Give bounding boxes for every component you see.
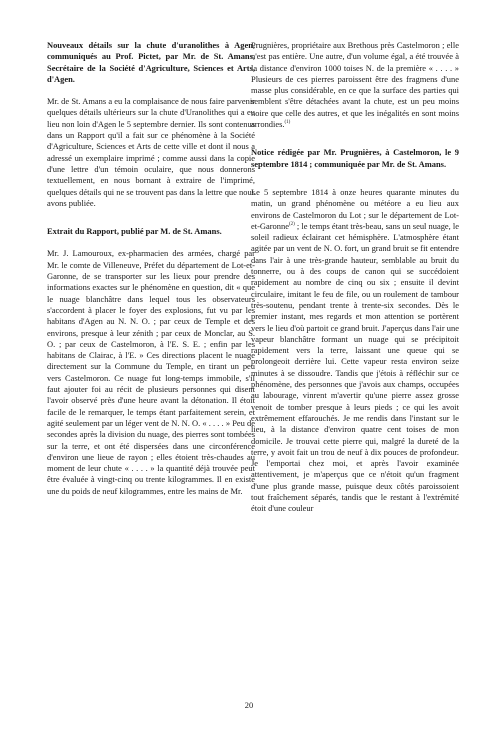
- section-heading-report-extract: Extrait du Rapport, publié par M. de St. Amans.: [47, 226, 222, 237]
- paragraph-introduction: Mr. de St. Amans a eu la complaisance de nous faire parvenir quelques détails ultérieurs sur la chute d'Uranolithes qui a eu lieu non loin d'Agen le 5 septembre dernier. Ils sont contenus dans un Rapport qu'il a fait sur ce phénomène à la Société d'Agriculture, Sciences et Arts de cette ville et dont il nous a adressé un exemplaire imprimé ; comme aussi dans la copie d'une lettre d'un témoin oculaire, que nous donnerons textuellement, en nous bornant à extraire de l'imprimé, quelques détails qui ne se trouvent pas dans la lettre que nous avons publiée.: [47, 96, 255, 208]
- section-heading-new-details: Nouveaux détails sur la chute d'uranolithes à Agen, communiqués au Prof. Pictet, par Mr. de St. Amans, Secrétaire de la Société d'Agriculture, Sciences et Arts, d'Agen.: [47, 40, 255, 84]
- left-column: [47, 40, 255, 497]
- account-text-part-2: ; le temps étant très-beau, sans un seul nuage, le soleil radieux éclairant cet hémisphère. L'atmosphère étant agitée par un vent de N. O. fort, un grand bruit se fit entendre dans l'air à une très-grande hauteur, semblable au bruit du tonnerre, ou à des coups de canon qui se succédoient rapidement au nombre de cinq ou six ; ensuite il devint circulaire, imitant le feu de file, ou un roulement de tambour très-soutenu, pendant trente à trente-six secondes. Dès le premier instant, mes regards et mon attention se portèrent vers le lieu d'où partoit ce grand bruit. J'aperçus dans l'air une vapeur blanchâtre formant un nuage qui se précipitoit rapidement vers la terre, laissant une queue qui se prolongeoit derrière lui. Cette vapeur resta environ seize minutes à se dissoudre. Tandis que j'étois à réfléchir sur ce phénomène, des personnes que j'avois aux champs, occupées au labourage, vinrent m'avertir qu'une pierre assez grosse venoit de tomber presque à leurs pieds ; ce qui les avoit extrêmement effarouchés. Je me rendis dans l'instant sur le lieu, à la distance d'environ quatre cent toises de mon domicile. Je trouvai cette pierre qui, malgré la dureté de la terre, y avoit fait un trou de neuf à dix pouces de profondeur. Je l'emportai chez moi, et après l'avoir examinée attentivement, je m'aperçus que ce n'étoit qu'un fragment d'une plus grande masse, puisque deux côtés paroissoient tout fraîchement séparés, tandis que le restant à l'extrémité étoit d'une couleur: [251, 220, 459, 514]
- paragraph-lamouroux-report: Mr. J. Lamouroux, ex-pharmacien des armées, chargé par Mr. le comte de Villeneuve, Préfet du département de Lot-et-Garonne, de se transporter sur les lieux pour prendre des informations exactes sur le phénomène en question, dit « que le nuage blanchâtre dans lequel tous les observateurs s'accordent à placer le foyer des explosions, fut vu par les habitans d'Agen au N. N. O. ; par ceux de Temple et des environs, presque à leur zénith ; par ceux de Monclar, au S. O. ; par ceux de Castelmoron, à l'E. S. E. ; enfin par les habitans de Clairac, à l'E. » Ces directions placent le nuage directement sur la Commune du Temple, en tirant un peu vers Castelmoron. Ce nuage fut long-temps immobile, s'il faut ajouter foi au récit de plusieurs personnes qui disent l'avoir observé près d'une heure avant la détonation. Il étoit facile de le remarquer, le temps étant parfaitement serein, et agité seulement par un léger vent de N. N. O. « . . . . » Peu de secondes après la division du nuage, des pierres sont tombées sur la terre, et ont été dispersées dans une circonférence d'environ une lieue de rayon ; elles étoient très-chaudes au moment de leur chute « . . . . » la quantité déjà trouvée peut être évaluée à vingt-cinq ou trente kilogrammes. Il en existe une du poids de neuf kilogrammes, entre les mains de Mr.: [47, 248, 255, 496]
- page-number: 20: [244, 700, 254, 710]
- footnote-reference-2: (2): [288, 222, 295, 228]
- section-heading-prugnieres-notice: Notice rédigée par Mr. Prugnières, à Castelmoron, le 9 septembre 1814 ; communiquée par Mr. de St. Amans.: [251, 147, 459, 169]
- continuation-text: Prugnières, propriétaire aux Brethous près Castelmoron ; elle n'est pas entière. Une autre, d'un volume égal, a été trouvée à la distance d'environ 1000 toises N. de la première « . . . . » Plusieurs de ces pierres paroissent être des fragmens d'une masse plus considérable, en ce que la surface des parties qui semblent s'être détachées avant la chute, est un peu moins noire que celle des autres, et que les inégalités en sont moins arrondies.: [251, 40, 459, 130]
- paragraph-report-continuation: [251, 40, 459, 130]
- footnote-reference-1: (1): [284, 120, 291, 126]
- account-text-part-1: Le 5 septembre 1814 à onze heures quarante minutes du matin, un grand phénomène ou météore a eu lieu aux environs de Castelmoron du Lot ; sur le département de Lot-et-Garonne: [251, 186, 459, 231]
- right-column: [251, 40, 459, 515]
- paragraph-prugnieres-account: [251, 187, 459, 515]
